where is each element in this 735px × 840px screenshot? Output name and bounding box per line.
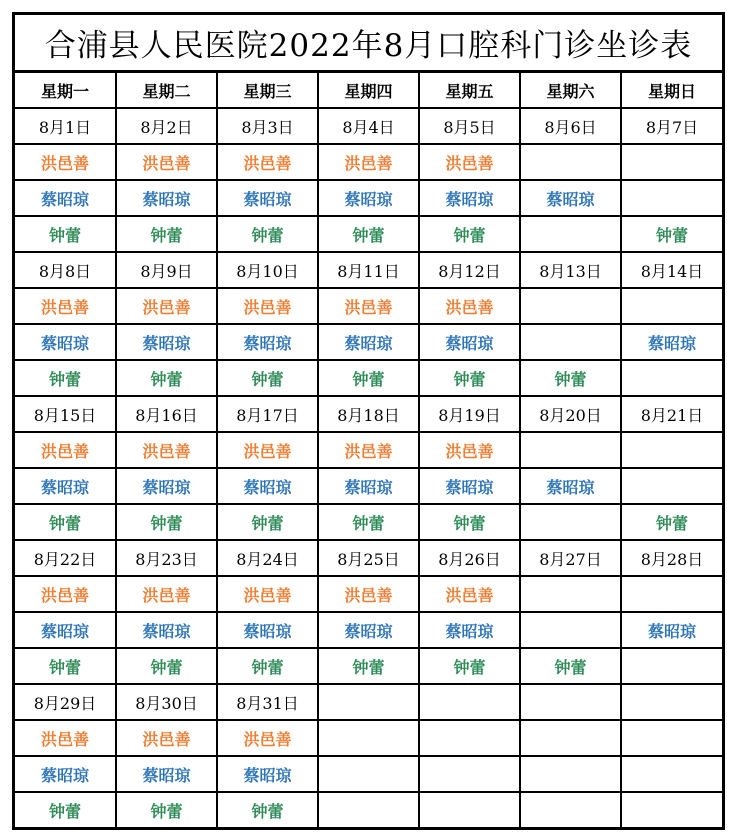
doctor-cell: 蔡昭琼 — [15, 180, 116, 216]
doctor-cell: 钟蕾 — [318, 504, 419, 540]
doctor-cell: 洪邑善 — [318, 144, 419, 180]
doctor-cell: 钟蕾 — [116, 360, 217, 396]
doctor-row — [15, 504, 722, 540]
doctor-cell — [520, 216, 621, 252]
doctor-row — [15, 792, 722, 827]
doctor-cell: 钟蕾 — [116, 504, 217, 540]
date-cell — [520, 684, 621, 720]
date-cell: 8月19日 — [419, 396, 520, 432]
date-cell: 8月18日 — [318, 396, 419, 432]
doctor-cell — [621, 360, 722, 396]
doctor-cell: 洪邑善 — [116, 288, 217, 324]
doctor-cell: 钟蕾 — [217, 792, 318, 827]
doctor-cell: 洪邑善 — [318, 288, 419, 324]
doctor-cell: 蔡昭琼 — [217, 756, 318, 792]
date-cell: 8月30日 — [116, 684, 217, 720]
doctor-cell: 钟蕾 — [621, 504, 722, 540]
doctor-cell: 洪邑善 — [419, 144, 520, 180]
doctor-cell: 钟蕾 — [15, 216, 116, 252]
date-cell: 8月5日 — [419, 108, 520, 144]
doctor-cell: 钟蕾 — [217, 504, 318, 540]
doctor-cell: 洪邑善 — [15, 144, 116, 180]
weekday-header-row — [15, 73, 722, 108]
doctor-cell — [520, 792, 621, 827]
weekday-header-cell: 星期三 — [217, 73, 318, 108]
doctor-cell: 蔡昭琼 — [318, 324, 419, 360]
doctor-row — [15, 288, 722, 324]
doctor-cell: 钟蕾 — [217, 648, 318, 684]
date-cell: 8月29日 — [15, 684, 116, 720]
doctor-row — [15, 468, 722, 504]
doctor-cell: 洪邑善 — [116, 432, 217, 468]
doctor-cell — [520, 432, 621, 468]
doctor-cell: 洪邑善 — [217, 576, 318, 612]
doctor-row — [15, 216, 722, 252]
doctor-cell: 钟蕾 — [318, 648, 419, 684]
doctor-cell: 蔡昭琼 — [217, 180, 318, 216]
doctor-cell: 钟蕾 — [419, 504, 520, 540]
doctor-cell — [621, 144, 722, 180]
doctor-row — [15, 576, 722, 612]
doctor-cell — [621, 468, 722, 504]
doctor-cell: 蔡昭琼 — [15, 468, 116, 504]
doctor-cell: 洪邑善 — [15, 576, 116, 612]
doctor-cell — [520, 576, 621, 612]
doctor-cell — [621, 432, 722, 468]
doctor-row — [15, 612, 722, 648]
doctor-cell — [520, 612, 621, 648]
doctor-cell: 蔡昭琼 — [419, 324, 520, 360]
doctor-cell: 洪邑善 — [15, 432, 116, 468]
schedule-table — [15, 73, 722, 827]
date-cell: 8月16日 — [116, 396, 217, 432]
doctor-cell — [419, 720, 520, 756]
doctor-cell: 钟蕾 — [621, 216, 722, 252]
date-row — [15, 252, 722, 288]
doctor-cell: 钟蕾 — [15, 648, 116, 684]
doctor-cell: 蔡昭琼 — [116, 612, 217, 648]
date-cell: 8月17日 — [217, 396, 318, 432]
doctor-cell: 洪邑善 — [419, 432, 520, 468]
date-cell: 8月31日 — [217, 684, 318, 720]
doctor-cell — [318, 720, 419, 756]
date-cell: 8月21日 — [621, 396, 722, 432]
doctor-cell: 钟蕾 — [520, 648, 621, 684]
date-cell: 8月14日 — [621, 252, 722, 288]
doctor-cell: 蔡昭琼 — [217, 468, 318, 504]
date-cell: 8月6日 — [520, 108, 621, 144]
doctor-cell: 钟蕾 — [419, 360, 520, 396]
doctor-cell: 钟蕾 — [15, 792, 116, 827]
date-row — [15, 684, 722, 720]
doctor-cell: 洪邑善 — [116, 144, 217, 180]
date-cell: 8月2日 — [116, 108, 217, 144]
weekday-header-cell: 星期一 — [15, 73, 116, 108]
doctor-cell — [318, 756, 419, 792]
doctor-cell: 钟蕾 — [318, 216, 419, 252]
date-row — [15, 540, 722, 576]
doctor-cell: 钟蕾 — [217, 216, 318, 252]
doctor-cell: 洪邑善 — [217, 288, 318, 324]
doctor-cell: 钟蕾 — [116, 216, 217, 252]
doctor-cell — [520, 144, 621, 180]
weekday-header-cell: 星期五 — [419, 73, 520, 108]
doctor-cell: 蔡昭琼 — [116, 468, 217, 504]
weekday-header-cell: 星期六 — [520, 73, 621, 108]
doctor-cell: 蔡昭琼 — [15, 324, 116, 360]
date-cell: 8月9日 — [116, 252, 217, 288]
weekday-header-cell: 星期日 — [621, 73, 722, 108]
date-cell: 8月23日 — [116, 540, 217, 576]
doctor-cell: 蔡昭琼 — [419, 612, 520, 648]
page-title: 合浦县人民医院2022年8月口腔科门诊坐诊表 — [15, 15, 722, 73]
date-cell: 8月3日 — [217, 108, 318, 144]
doctor-cell: 洪邑善 — [419, 576, 520, 612]
date-cell: 8月13日 — [520, 252, 621, 288]
doctor-cell: 洪邑善 — [116, 720, 217, 756]
doctor-cell: 蔡昭琼 — [15, 612, 116, 648]
date-cell: 8月1日 — [15, 108, 116, 144]
doctor-cell — [520, 756, 621, 792]
weekday-header-cell: 星期四 — [318, 73, 419, 108]
date-cell: 8月24日 — [217, 540, 318, 576]
doctor-cell: 洪邑善 — [217, 144, 318, 180]
doctor-cell — [621, 792, 722, 827]
date-cell — [621, 684, 722, 720]
doctor-cell: 洪邑善 — [318, 576, 419, 612]
doctor-cell: 钟蕾 — [15, 360, 116, 396]
weekday-header-cell: 星期二 — [116, 73, 217, 108]
date-cell — [419, 684, 520, 720]
doctor-cell: 钟蕾 — [419, 648, 520, 684]
doctor-cell: 蔡昭琼 — [15, 756, 116, 792]
doctor-cell — [318, 792, 419, 827]
date-cell: 8月15日 — [15, 396, 116, 432]
doctor-cell — [621, 720, 722, 756]
doctor-cell — [621, 180, 722, 216]
date-cell: 8月28日 — [621, 540, 722, 576]
doctor-cell: 蔡昭琼 — [116, 324, 217, 360]
date-cell: 8月7日 — [621, 108, 722, 144]
doctor-cell: 蔡昭琼 — [318, 468, 419, 504]
doctor-cell: 钟蕾 — [318, 360, 419, 396]
doctor-cell: 蔡昭琼 — [116, 180, 217, 216]
doctor-cell: 蔡昭琼 — [217, 324, 318, 360]
doctor-cell — [621, 648, 722, 684]
doctor-cell: 洪邑善 — [318, 432, 419, 468]
doctor-row — [15, 144, 722, 180]
doctor-cell — [621, 756, 722, 792]
date-cell: 8月25日 — [318, 540, 419, 576]
date-cell: 8月11日 — [318, 252, 419, 288]
schedule-body — [15, 73, 722, 827]
doctor-cell: 洪邑善 — [217, 432, 318, 468]
date-cell: 8月8日 — [15, 252, 116, 288]
doctor-row — [15, 360, 722, 396]
doctor-cell: 钟蕾 — [116, 648, 217, 684]
doctor-cell: 洪邑善 — [15, 288, 116, 324]
schedule-sheet — [12, 12, 725, 830]
doctor-row — [15, 432, 722, 468]
doctor-cell — [621, 576, 722, 612]
doctor-cell — [520, 288, 621, 324]
doctor-cell: 蔡昭琼 — [217, 612, 318, 648]
date-cell: 8月20日 — [520, 396, 621, 432]
doctor-cell: 洪邑善 — [419, 288, 520, 324]
doctor-cell — [520, 324, 621, 360]
doctor-cell: 蔡昭琼 — [419, 180, 520, 216]
date-cell: 8月27日 — [520, 540, 621, 576]
doctor-cell: 蔡昭琼 — [621, 324, 722, 360]
doctor-cell — [419, 756, 520, 792]
doctor-cell: 钟蕾 — [419, 216, 520, 252]
doctor-cell — [419, 792, 520, 827]
date-row — [15, 396, 722, 432]
doctor-cell: 洪邑善 — [116, 576, 217, 612]
doctor-cell: 钟蕾 — [520, 360, 621, 396]
date-cell: 8月12日 — [419, 252, 520, 288]
doctor-cell: 钟蕾 — [15, 504, 116, 540]
doctor-cell — [520, 720, 621, 756]
doctor-cell: 蔡昭琼 — [520, 468, 621, 504]
doctor-cell: 蔡昭琼 — [621, 612, 722, 648]
doctor-cell: 钟蕾 — [116, 792, 217, 827]
doctor-cell: 洪邑善 — [217, 720, 318, 756]
doctor-cell — [621, 288, 722, 324]
doctor-cell — [520, 504, 621, 540]
doctor-cell: 蔡昭琼 — [318, 612, 419, 648]
date-cell: 8月4日 — [318, 108, 419, 144]
doctor-cell: 洪邑善 — [15, 720, 116, 756]
doctor-row — [15, 720, 722, 756]
date-cell: 8月26日 — [419, 540, 520, 576]
doctor-cell: 蔡昭琼 — [318, 180, 419, 216]
doctor-cell: 钟蕾 — [217, 360, 318, 396]
doctor-row — [15, 756, 722, 792]
date-cell: 8月10日 — [217, 252, 318, 288]
doctor-row — [15, 324, 722, 360]
doctor-cell: 蔡昭琼 — [116, 756, 217, 792]
date-cell — [318, 684, 419, 720]
doctor-cell: 蔡昭琼 — [520, 180, 621, 216]
date-row — [15, 108, 722, 144]
date-cell: 8月22日 — [15, 540, 116, 576]
doctor-cell: 蔡昭琼 — [419, 468, 520, 504]
doctor-row — [15, 648, 722, 684]
doctor-row — [15, 180, 722, 216]
